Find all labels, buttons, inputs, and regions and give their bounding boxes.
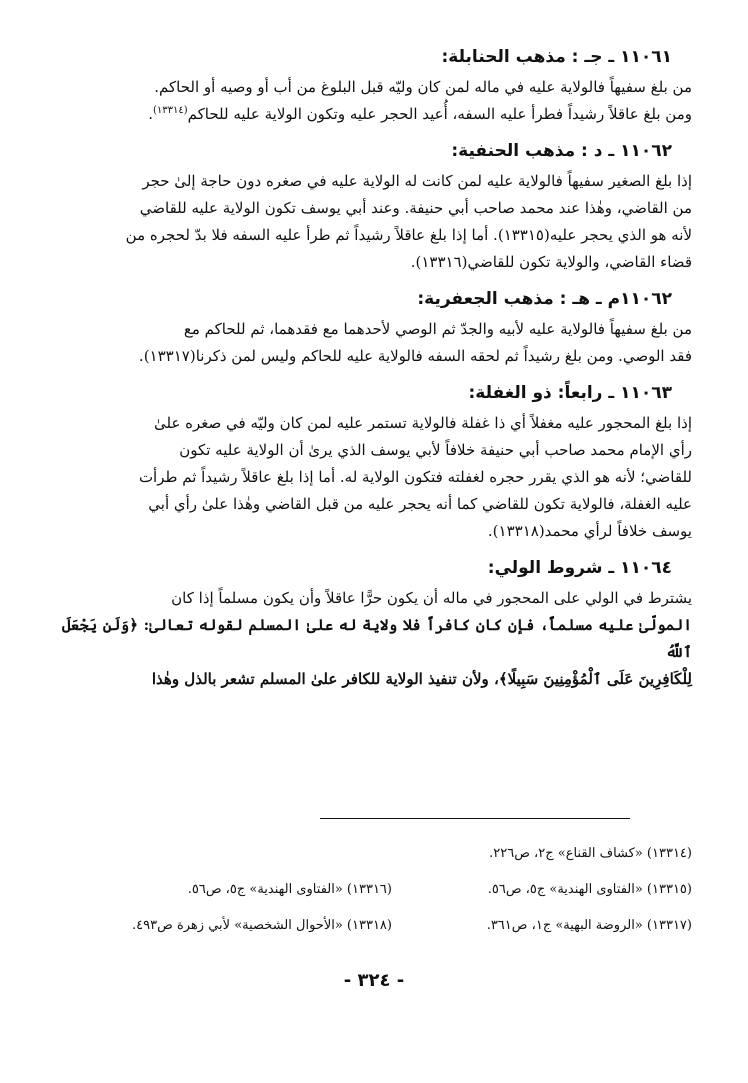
text-line: لِلْكَافِرِينَ عَلَى ٱلْمُؤْمِنِينَ سَبِيلًا﴾، ولأن تنفيذ الولاية للكافر علىٰ المسلم تشعر بالذل وهٰذا xyxy=(151,670,692,688)
page-number: - ٣٢٤ - xyxy=(343,970,405,991)
footnote-marker: (١٣٣١٤) xyxy=(153,105,188,116)
text-line: لأنه هو الذي يحجر عليه(١٣٣١٥). أما إذا بلغ عاقلاً رشيداً ثم طرأ عليه السفه فلا بدّ لحجره من xyxy=(125,226,692,244)
text-line: للقاضي؛ لأنه هو الذي يقرر حجره لغفلته فتكون الولاية له. أما إذا بلغ عاقلاً رشيداً ثم طرأت xyxy=(138,468,692,486)
section-heading: ١١٠٦٣ ـ رابعاً: ذو الغفلة: xyxy=(468,383,672,403)
line-tail: . xyxy=(148,105,153,123)
section-guardian-conditions xyxy=(62,551,692,693)
text-line: فقد الوصي. ومن بلغ رشيداً ثم لحقه السفه فالولاية عليه للحاكم وليس لمن ذكرنا(١٣٣١٧). xyxy=(138,347,692,365)
section-heading: ١١٠٦٤ ـ شروط الولي: xyxy=(487,558,672,578)
footnote-item: (١٣٣١٤) «كشاف القناع» ج٢، ص٢٢٦. xyxy=(489,846,692,861)
section-heading: ١١٠٦٢ ـ د : مذهب الحنفية: xyxy=(451,141,672,161)
text-line: قضاء القاضي، والولاية تكون للقاضي(١٣٣١٦). xyxy=(410,253,692,271)
footnote-row xyxy=(70,836,692,872)
section-paragraph xyxy=(62,168,692,276)
page-body xyxy=(62,40,692,699)
text-line: المولّىٰ عليه مسلماً، فإن كان كافراً فلا ولاية له علىٰ المسلم لقوله تعالىٰ: ﴿وَلَن يَجْعَلَ ٱللَّهُ xyxy=(62,616,692,661)
text-line: يشترط في الولي على المحجور في ماله أن يكون حرًّا عاقلاً وأن يكون مسلماً إذا كان xyxy=(171,589,692,607)
section-hanafi xyxy=(62,134,692,276)
footnote-item xyxy=(92,836,392,872)
text-line: إذا بلغ المحجور عليه مغفلاً أي ذا غفلة فالولاية تستمر عليه لمن كان وليّه في صغره علىٰ xyxy=(153,414,692,432)
footnote-row xyxy=(70,908,692,944)
section-hanbali xyxy=(62,40,692,128)
footnote-divider xyxy=(320,818,630,819)
text-line: من القاضي، وهٰذا عند محمد صاحب أبي حنيفة. وعند أبي يوسف تكون الولاية عليه للقاضي xyxy=(139,199,692,217)
section-jaafari xyxy=(62,282,692,370)
text-line: يوسف خلافاً لرأي محمد(١٣٣١٨). xyxy=(487,522,692,540)
text-line: من بلغ سفيهاً فالولاية عليه لأبيه والجدّ ثم الوصي لأحدهما مع فقدهما، ثم للحاكم مع xyxy=(183,320,692,338)
text-line: رأي الإمام محمد صاحب أبي حنيفة خلافاً لأبي يوسف الذي يرىٰ أن الولاية عليه تكون xyxy=(179,441,692,459)
text-line: عليه الغفلة، فالولاية تكون للقاضي كما أنه يحجر عليه من قبل القاضي وهٰذا علىٰ رأي أبي xyxy=(148,495,692,513)
section-heading: ١١٠٦١ ـ جـ : مذهب الحنابلة: xyxy=(441,47,672,67)
text-line xyxy=(62,101,692,128)
section-paragraph xyxy=(62,410,692,545)
footnote-item: (١٣٣١٥) «الفتاوى الهندية» ج٥، ص٥٦. xyxy=(487,882,692,897)
footnote-item: (١٣٣١٦) «الفتاوى الهندية» ج٥، ص٥٦. xyxy=(187,882,392,897)
footnotes xyxy=(70,836,692,944)
section-heading: ١١٠٦٢م ـ هـ : مذهب الجعفرية: xyxy=(417,289,672,309)
footnote-item: (١٣٣١٧) «الروضة البهية» ج١، ص٣٦١. xyxy=(486,918,692,933)
text-line: إذا بلغ الصغير سفيهاً فالولاية عليه لمن كانت له الولاية عليه في صغره دون حاجة إلىٰ حجر xyxy=(142,172,692,190)
footnote-row xyxy=(70,872,692,908)
section-paragraph xyxy=(62,74,692,128)
section-paragraph xyxy=(62,585,692,693)
text-line: من بلغ سفيهاً فالولاية عليه في ماله لمن كان وليّه قبل البلوغ من أب أو وصيه أو الحاكم. xyxy=(154,78,692,96)
footnote-item: (١٣٣١٨) «الأحوال الشخصية» لأبي زهرة ص٤٩٣. xyxy=(132,918,392,933)
section-ghafla xyxy=(62,376,692,545)
section-paragraph xyxy=(62,316,692,370)
text-line-content: ومن بلغ عاقلاً رشيداً فطرأ عليه السفه، أُعيد الحجر عليه وتكون الولاية عليه للحاكم xyxy=(187,105,692,123)
